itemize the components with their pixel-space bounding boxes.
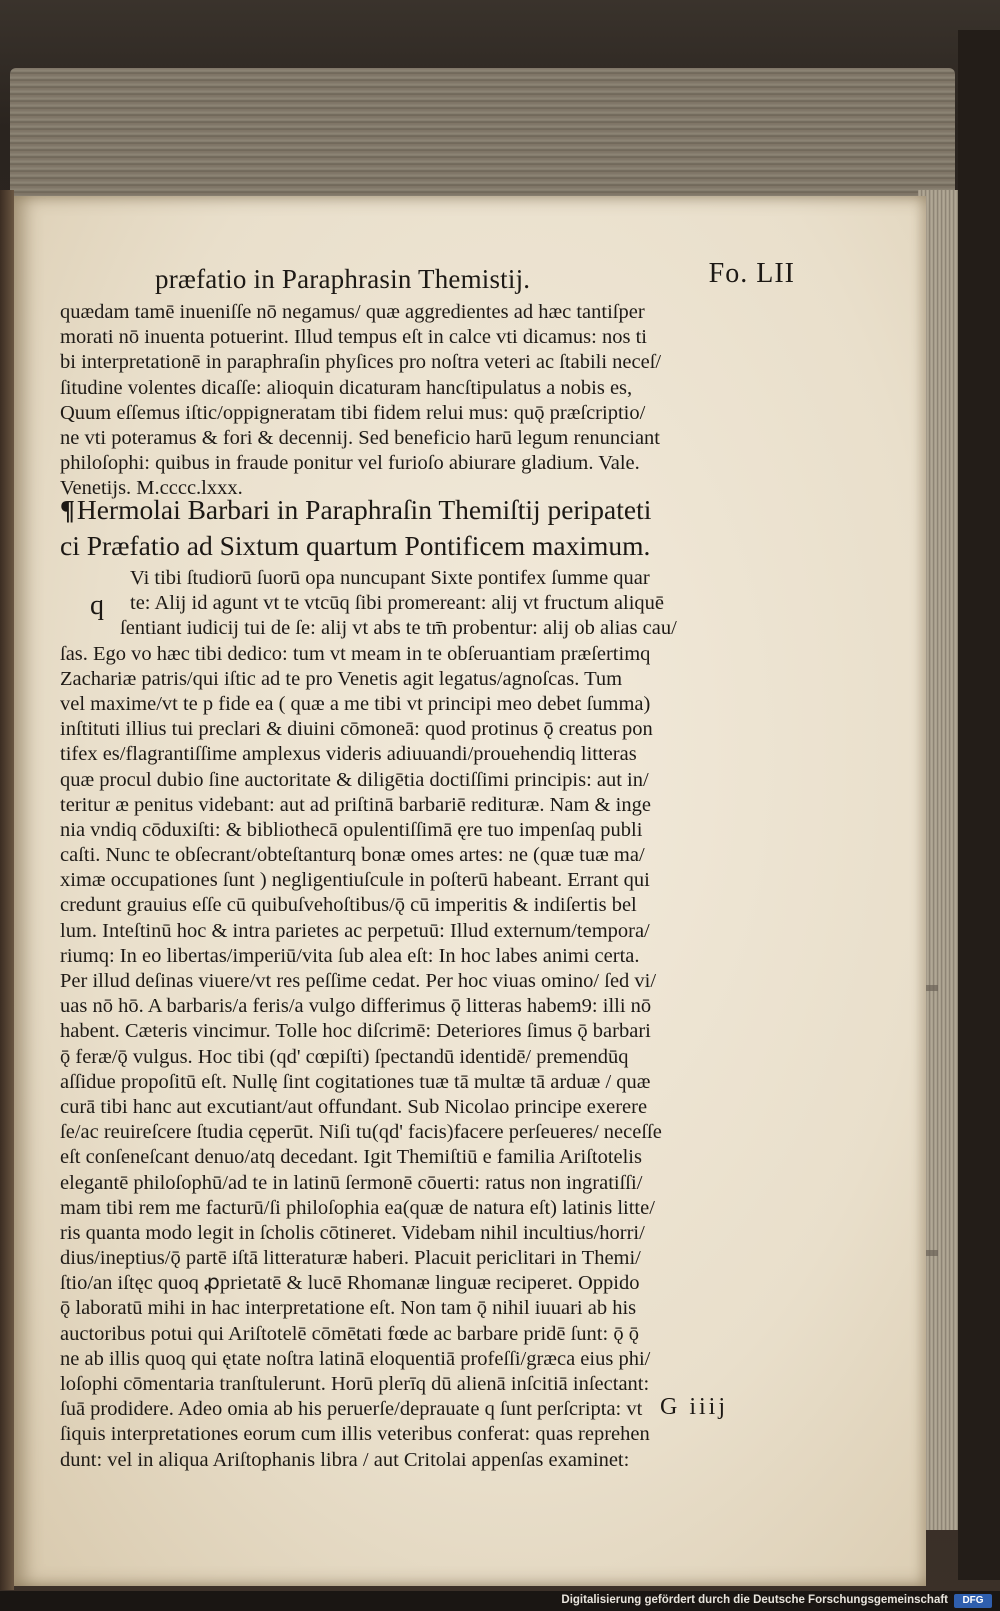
text-line: ſuā prodidere. Adeo omia ab his peruerſe/deprauate q ſunt perſcripta: vt bbox=[60, 1398, 643, 1421]
binding-gutter bbox=[0, 190, 14, 1590]
section-heading bbox=[60, 492, 820, 564]
text-line: tifex es/flagrantiſſime amplexus videris adiuuandi/prouehendiq litteras bbox=[60, 743, 637, 766]
text-line: caſti. Nunc te obſecrant/obteſtanturq bonæ omes artes: ne (quæ tuæ ma/ bbox=[60, 844, 645, 867]
heading-line: ¶Hermolai Barbari in Paraphraſin Themiſtij peripateti bbox=[60, 494, 652, 525]
text-line: Per illud deſinas viuere/vt res peſſime cedat. Per hoc viuas omino/ ſed vi/ bbox=[60, 970, 657, 992]
preceding-text-block bbox=[60, 300, 800, 502]
text-line: quæ procul dubio ſine auctoritate & diligētia doctiſſimi principis: aut in/ bbox=[60, 768, 649, 791]
text-line: bi interpretationē in paraphraſin phyſices pro noſtra veteri ac ſtabili neceſ/ bbox=[60, 351, 662, 374]
text-line: philoſophi: quibus in fraude ponitur vel furioſo abiurare gladium. Vale. bbox=[60, 452, 640, 475]
text-line: quædam tamē inueniſſe nō negamus/ quæ aggredientes ad hæc tantiſper bbox=[60, 301, 645, 323]
signature-mark: G iiij bbox=[660, 1394, 729, 1420]
text-line: eſt conſeneſcant denuo/atq decedant. Igit Themiſtiū e familia Ariſtotelis bbox=[60, 1146, 642, 1169]
text-line: te: Alij id agunt vt te vtcūq ſibi promereant: alij vt fructum aliquē bbox=[130, 592, 665, 615]
drop-initial: q bbox=[90, 590, 104, 621]
heading-line: ci Præfatio ad Sixtum quartum Pontificem maximum. bbox=[60, 530, 651, 561]
footer-credit: Digitalisierung gefördert durch die Deutsche Forschungsgemeinschaft bbox=[561, 1594, 948, 1606]
text-line: vel maxime/vt te p fide ea ( quæ a me tibi vt principi meo debet ſumma) bbox=[60, 692, 651, 715]
text-line: Vi tibi ſtudiorū ſuorū opa nuncupant Sixte pontifex ſumme quar bbox=[130, 567, 650, 589]
text-line: habent. Cæteris vincimur. Tolle hoc diſcrimē: Deteriores ſimus ǭ barbari bbox=[60, 1020, 651, 1043]
text-line: ſas. Ego vo hæc tibi dedico: tum vt meam in te obſeruantiam præſertimq bbox=[60, 642, 651, 665]
text-line: credunt grauius eſſe cū quibuſvehoſtibus/ǭ cū imperitis & indiſertis bel bbox=[60, 894, 637, 917]
text-line: ſtio/an iſtęc quoq ꝓprietatē & lucē Rhomanæ linguæ reciperet. Oppido bbox=[60, 1272, 640, 1295]
text-line: ſiquis interpretationes eorum cum illis veteribus conferat: quas reprehen bbox=[60, 1423, 650, 1446]
text-line: loſophi cōmentaria tranſtulerunt. Horū plerīq dū alienā inſcitiā inſectant: bbox=[60, 1373, 650, 1395]
footer-bar bbox=[0, 1591, 1000, 1611]
text-line: dunt: vel in aliqua Ariſtophanis libra / aut Critolai appenſas examinet: bbox=[60, 1448, 630, 1471]
right-shadow bbox=[958, 30, 1000, 1580]
dfg-logo: DFG bbox=[954, 1594, 992, 1608]
text-line: Zachariæ patris/qui iſtic ad te pro Venetis agit legatus/agnoſcas. Tum bbox=[60, 667, 623, 690]
text-line: dius/ineptius/ǭ partē iſtā litteraturæ haberi. Placuit periclitari in Themi/ bbox=[60, 1247, 641, 1270]
text-line: ne vti poteramus & fori & decennij. Sed beneficio harū legum renunciant bbox=[60, 426, 661, 449]
text-line: ſitudine volentes dicaſſe: alioquin dicaturam hancſtipulatus a nobis es, bbox=[60, 376, 633, 399]
text-line: ǭ laboratū mihi in hac interpretatione eſt. Non tam ǭ nihil iuuari ab his bbox=[60, 1297, 637, 1320]
text-line: nia vndiq cōduxiſti: & bibliothecā opulentiſſimā ęre tuo impenſaq publi bbox=[60, 818, 643, 841]
folio-number: Fo. LII bbox=[708, 258, 795, 289]
text-line: curā tibi hanc aut excutiant/aut offundant. Sub Nicolao principe exerere bbox=[60, 1095, 648, 1118]
text-line: lum. Inteſtinū hoc & intra parietes ac perpetuū: Illud externum/tempora/ bbox=[60, 919, 650, 942]
text-line: Quum eſſemus iſtic/oppigneratam tibi fidem relui mus: quǭ præſcriptio/ bbox=[60, 401, 646, 424]
book-top-edge bbox=[10, 68, 955, 198]
page-header bbox=[155, 258, 795, 298]
text-line: teritur æ penitus videbant: aut ad priſtinā barbariē redituræ. Nam & inge bbox=[60, 793, 651, 816]
text-line: auctoribus potui qui Ariſtotelē cōmētati fœde ac barbare pridē ſunt: ǭ ǭ bbox=[60, 1322, 639, 1345]
text-line: mam tibi rem me facturū/ſi philoſophia ea(quæ de natura eſt) latinis litte/ bbox=[60, 1196, 655, 1219]
text-line: ǭ feræ/ǭ vulgus. Hoc tibi (qd' cœpiſti) ſpectandū identidē/ premendūq bbox=[60, 1045, 629, 1068]
text-line: ris quanta modo legit in ſcholis cōtineret. Videbam nihil incultius/horri/ bbox=[60, 1221, 645, 1244]
text-line: ne ab illis quoq qui ętate noſtra latinā eloquentiā profeſſi/græca eius phi/ bbox=[60, 1347, 651, 1370]
text-line: Venetijs. M.cccc.lxxx. bbox=[60, 477, 243, 500]
pilcrow-mark: ¶ bbox=[60, 494, 75, 525]
text-line: ſe/ac reuireſcere ſtudia cęperūt. Niſi tu(qd' facis)facere perſeueres/ neceſſe bbox=[60, 1121, 662, 1144]
text-line: aſſidue propoſitū eſt. Nullę ſint cogitationes tuæ tā multæ tā arduæ / quæ bbox=[60, 1070, 651, 1093]
running-head: præfatio in Paraphrasin Themistij. bbox=[155, 264, 531, 294]
text-line: inſtituti illius tui preclari & diuini cōmoneā: quod protinus ǭ creatus pon bbox=[60, 718, 653, 741]
text-line: morati nō inuenta potuerint. Illud tempus eſt in calce vti dicamus: nos ti bbox=[60, 326, 647, 349]
text-line: riumq: In eo libertas/imperiū/vita ſub alea eſt: In hoc labes animi certa. bbox=[60, 944, 640, 967]
text-line: elegantē philoſophū/ad te in latinū ſermonē cōuerti: ratus non ingratiſſi/ bbox=[60, 1171, 643, 1194]
text-line: ſentiant iudicij tui de ſe: alij vt abs te tm̄ probentur: alij ob alias cau/ bbox=[120, 617, 677, 640]
body-text-block bbox=[60, 566, 800, 1473]
text-line: ximæ occupationes ſunt ) negligentiuſcule in poſterū habeant. Errant qui bbox=[60, 869, 650, 892]
text-line: uas nō hō. A barbaris/a feris/a vulgo differimus ǭ litteras habem9: illi nō bbox=[60, 995, 652, 1018]
